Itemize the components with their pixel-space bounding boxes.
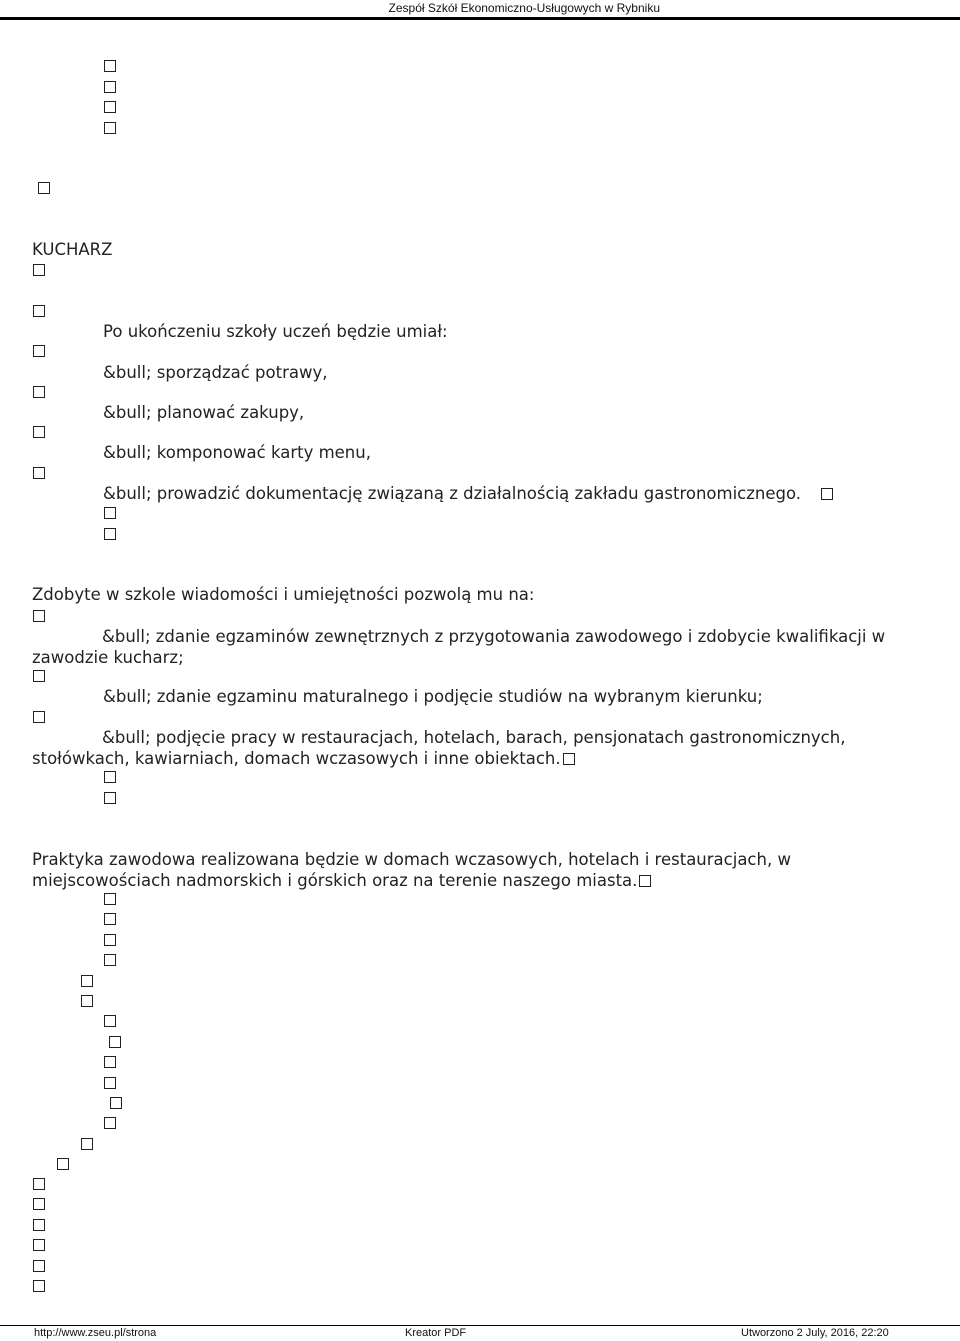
section-title: KUCHARZ	[32, 240, 113, 259]
practice-paragraph: Praktyka zawodowa realizowana będzie w domach wczasowych, hotelach i restauracjach, w miejscowościach nadmorskich i górskich oraz na terenie naszego miasta.	[32, 850, 791, 890]
missing-glyph-icon	[104, 1056, 116, 1068]
footer-creator: Kreator PDF	[405, 1327, 467, 1339]
missing-glyph-icon	[104, 954, 116, 966]
missing-glyph-icon	[33, 264, 45, 276]
missing-glyph-icon	[81, 975, 93, 987]
skill-item: &bull; komponować karty menu,	[103, 443, 371, 462]
outcome-item: &bull; podjęcie pracy w restauracjach, hotelach, barach, pensjonatach gastronomicznych, stołówkach, kawiarniach, domach wczasowych i inne obiektach.	[32, 728, 846, 768]
missing-glyph-icon	[104, 1077, 116, 1089]
page-header-title: Zespół Szkół Ekonomiczno-Usługowych w Rybniku	[388, 1, 660, 15]
missing-glyph-icon	[104, 934, 116, 946]
missing-glyph-icon	[57, 1158, 69, 1170]
header-divider	[0, 17, 960, 20]
missing-glyph-icon	[110, 1097, 122, 1109]
missing-glyph-icon	[33, 305, 45, 317]
missing-glyph-icon	[104, 1117, 116, 1129]
outcome-item: &bull; zdanie egzaminów zewnętrznych z przygotowania zawodowego i zdobycie kwalifikacji w zawodzie kucharz;	[32, 627, 886, 667]
missing-glyph-icon	[33, 386, 45, 398]
missing-glyph-icon	[104, 101, 116, 113]
outcome-item: &bull; zdanie egzaminu maturalnego i podjęcie studiów na wybranym kierunku;	[103, 687, 763, 706]
missing-glyph-icon	[33, 1280, 45, 1292]
missing-glyph-icon	[33, 711, 45, 723]
missing-glyph-icon	[104, 1015, 116, 1027]
footer-url: http://www.zseu.pl/strona	[34, 1327, 157, 1339]
skills-intro: Po ukończeniu szkoły uczeń będzie umiał:	[103, 322, 448, 341]
missing-glyph-icon	[104, 81, 116, 93]
missing-glyph-icon	[104, 528, 116, 540]
skill-item: &bull; sporządzać potrawy,	[103, 363, 328, 382]
missing-glyph-icon	[33, 610, 45, 622]
missing-glyph-icon	[33, 1198, 45, 1210]
footer-created-date: Utworzono 2 July, 2016, 22:20	[741, 1327, 889, 1339]
missing-glyph-icon	[104, 507, 116, 519]
missing-glyph-icon	[33, 670, 45, 682]
outcomes-intro: Zdobyte w szkole wiadomości i umiejętności pozwolą mu na:	[32, 585, 535, 604]
footer-divider	[0, 1325, 960, 1326]
missing-glyph-icon	[33, 1219, 45, 1231]
missing-glyph-icon	[104, 893, 116, 905]
missing-glyph-icon	[104, 60, 116, 72]
skill-item: &bull; planować zakupy,	[103, 403, 305, 422]
missing-glyph-icon	[33, 345, 45, 357]
missing-glyph-icon	[563, 753, 575, 765]
missing-glyph-icon	[821, 488, 833, 500]
missing-glyph-icon	[109, 1036, 121, 1048]
missing-glyph-icon	[104, 792, 116, 804]
missing-glyph-icon	[104, 913, 116, 925]
missing-glyph-icon	[81, 995, 93, 1007]
missing-glyph-icon	[104, 122, 116, 134]
missing-glyph-icon	[33, 1260, 45, 1272]
missing-glyph-icon	[38, 182, 50, 194]
missing-glyph-icon	[639, 875, 651, 887]
missing-glyph-icon	[104, 771, 116, 783]
missing-glyph-icon	[33, 426, 45, 438]
skill-item: &bull; prowadzić dokumentację związaną z działalnością zakładu gastronomicznego.	[103, 484, 802, 503]
missing-glyph-icon	[33, 1178, 45, 1190]
missing-glyph-icon	[81, 1138, 93, 1150]
missing-glyph-icon	[33, 1239, 45, 1251]
missing-glyph-icon	[33, 467, 45, 479]
